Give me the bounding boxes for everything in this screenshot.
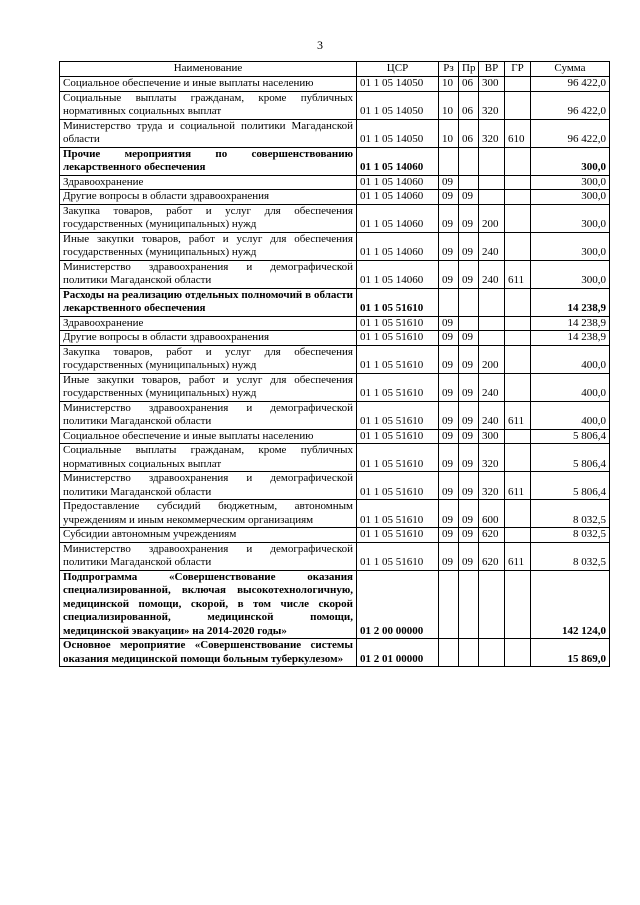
cell-pr: 09 — [459, 345, 479, 373]
header-sum: Сумма — [531, 62, 610, 77]
cell-name: Другие вопросы в области здравоохранения — [60, 331, 357, 346]
table-row — [60, 77, 610, 92]
cell-csr: 01 1 05 14050 — [357, 77, 439, 92]
cell-sum: 5 806,4 — [531, 444, 610, 472]
cell-sum: 14 238,9 — [531, 331, 610, 346]
cell-name: Расходы на реализацию отдельных полномочий в области лекарственного обеспечения — [60, 288, 357, 316]
cell-gr — [505, 91, 531, 119]
cell-vr — [479, 570, 505, 639]
cell-pr: 09 — [459, 190, 479, 205]
cell-pr: 09 — [459, 429, 479, 444]
cell-vr — [479, 175, 505, 190]
cell-gr — [505, 77, 531, 92]
cell-csr: 01 2 01 00000 — [357, 639, 439, 667]
table-row — [60, 232, 610, 260]
cell-gr: 611 — [505, 401, 531, 429]
cell-rz — [439, 288, 459, 316]
cell-pr: 06 — [459, 119, 479, 147]
table-row — [60, 91, 610, 119]
cell-rz: 09 — [439, 260, 459, 288]
cell-name: Министерство здравоохранения и демографической политики Магаданской области — [60, 472, 357, 500]
cell-name: Министерство здравоохранения и демографической политики Магаданской области — [60, 260, 357, 288]
cell-rz: 09 — [439, 444, 459, 472]
table-row — [60, 316, 610, 331]
table-row — [60, 175, 610, 190]
table-row — [60, 639, 610, 667]
cell-pr: 09 — [459, 444, 479, 472]
cell-name: Социальные выплаты гражданам, кроме публичных нормативных социальных выплат — [60, 91, 357, 119]
cell-name: Субсидии автономным учреждениям — [60, 528, 357, 543]
cell-gr — [505, 639, 531, 667]
table-body — [60, 77, 610, 667]
cell-csr: 01 1 05 51610 — [357, 316, 439, 331]
cell-sum: 8 032,5 — [531, 528, 610, 543]
cell-rz: 09 — [439, 401, 459, 429]
cell-pr: 09 — [459, 331, 479, 346]
cell-vr: 320 — [479, 119, 505, 147]
cell-sum: 400,0 — [531, 345, 610, 373]
cell-sum: 15 869,0 — [531, 639, 610, 667]
table-header-row — [60, 62, 610, 77]
cell-vr — [479, 147, 505, 175]
header-name: Наименование — [60, 62, 357, 77]
cell-vr: 300 — [479, 429, 505, 444]
cell-name: Основное мероприятие «Совершенствование системы оказания медицинской помощи больным туберкулезом» — [60, 639, 357, 667]
cell-pr: 09 — [459, 232, 479, 260]
header-rz: Рз — [439, 62, 459, 77]
cell-gr — [505, 316, 531, 331]
cell-gr — [505, 528, 531, 543]
cell-name: Министерство труда и социальной политики Магаданской области — [60, 119, 357, 147]
cell-csr: 01 1 05 51610 — [357, 500, 439, 528]
cell-sum: 300,0 — [531, 260, 610, 288]
header-vr: ВР — [479, 62, 505, 77]
cell-name: Министерство здравоохранения и демографической политики Магаданской области — [60, 542, 357, 570]
cell-rz: 09 — [439, 316, 459, 331]
cell-sum: 400,0 — [531, 401, 610, 429]
cell-csr: 01 2 00 00000 — [357, 570, 439, 639]
table-row — [60, 190, 610, 205]
table-row — [60, 260, 610, 288]
cell-pr: 09 — [459, 204, 479, 232]
cell-sum: 300,0 — [531, 232, 610, 260]
cell-gr — [505, 288, 531, 316]
cell-sum: 400,0 — [531, 373, 610, 401]
cell-rz: 09 — [439, 232, 459, 260]
cell-name: Здравоохранение — [60, 316, 357, 331]
cell-pr: 09 — [459, 472, 479, 500]
cell-rz: 09 — [439, 345, 459, 373]
cell-name: Закупка товаров, работ и услуг для обеспечения государственных (муниципальных) нужд — [60, 204, 357, 232]
cell-sum: 14 238,9 — [531, 316, 610, 331]
cell-vr: 320 — [479, 444, 505, 472]
table-row — [60, 204, 610, 232]
cell-name: Прочие мероприятия по совершенствованию лекарственного обеспечения — [60, 147, 357, 175]
cell-rz: 09 — [439, 204, 459, 232]
cell-sum: 300,0 — [531, 204, 610, 232]
cell-gr — [505, 190, 531, 205]
cell-vr: 320 — [479, 91, 505, 119]
table-row — [60, 288, 610, 316]
cell-gr: 610 — [505, 119, 531, 147]
cell-vr: 240 — [479, 373, 505, 401]
cell-rz: 09 — [439, 528, 459, 543]
cell-name: Социальное обеспечение и иные выплаты населению — [60, 77, 357, 92]
cell-csr: 01 1 05 14060 — [357, 260, 439, 288]
cell-pr: 09 — [459, 373, 479, 401]
cell-gr — [505, 373, 531, 401]
cell-csr: 01 1 05 51610 — [357, 401, 439, 429]
table-row — [60, 472, 610, 500]
cell-vr: 200 — [479, 204, 505, 232]
table-row — [60, 345, 610, 373]
table-row — [60, 542, 610, 570]
cell-csr: 01 1 05 14060 — [357, 232, 439, 260]
cell-vr: 240 — [479, 232, 505, 260]
cell-name: Подпрограмма «Совершенствование оказания специализированной, включая высокотехнологичную, медицинской помощи, скорой, в том числе скорой специализированной, медицинской помощи, медицинской эвакуации» на 2014-2020 годы» — [60, 570, 357, 639]
cell-csr: 01 1 05 14050 — [357, 91, 439, 119]
cell-vr — [479, 288, 505, 316]
cell-sum: 300,0 — [531, 175, 610, 190]
table-row — [60, 444, 610, 472]
cell-pr: 09 — [459, 500, 479, 528]
cell-pr — [459, 639, 479, 667]
cell-csr: 01 1 05 14050 — [357, 119, 439, 147]
cell-rz: 09 — [439, 472, 459, 500]
cell-sum: 96 422,0 — [531, 77, 610, 92]
cell-csr: 01 1 05 51610 — [357, 444, 439, 472]
cell-gr — [505, 175, 531, 190]
cell-rz: 09 — [439, 175, 459, 190]
header-gr: ГР — [505, 62, 531, 77]
cell-csr: 01 1 05 51610 — [357, 429, 439, 444]
cell-csr: 01 1 05 14060 — [357, 204, 439, 232]
cell-vr — [479, 331, 505, 346]
cell-name: Иные закупки товаров, работ и услуг для обеспечения государственных (муниципальных) нужд — [60, 232, 357, 260]
cell-rz: 09 — [439, 500, 459, 528]
cell-csr: 01 1 05 51610 — [357, 528, 439, 543]
cell-pr: 09 — [459, 260, 479, 288]
cell-gr — [505, 444, 531, 472]
cell-vr: 620 — [479, 542, 505, 570]
cell-pr: 06 — [459, 77, 479, 92]
cell-rz: 09 — [439, 542, 459, 570]
cell-sum: 96 422,0 — [531, 119, 610, 147]
cell-csr: 01 1 05 14060 — [357, 147, 439, 175]
cell-gr: 611 — [505, 542, 531, 570]
page-number: 3 — [317, 38, 323, 52]
cell-name: Социальные выплаты гражданам, кроме публичных нормативных социальных выплат — [60, 444, 357, 472]
cell-gr — [505, 232, 531, 260]
cell-gr — [505, 500, 531, 528]
cell-pr: 06 — [459, 91, 479, 119]
cell-csr: 01 1 05 14060 — [357, 175, 439, 190]
cell-csr: 01 1 05 51610 — [357, 288, 439, 316]
cell-sum: 5 806,4 — [531, 429, 610, 444]
table-row — [60, 528, 610, 543]
cell-gr — [505, 345, 531, 373]
cell-csr: 01 1 05 14060 — [357, 190, 439, 205]
table-row — [60, 500, 610, 528]
cell-name: Закупка товаров, работ и услуг для обеспечения государственных (муниципальных) нужд — [60, 345, 357, 373]
cell-pr: 09 — [459, 401, 479, 429]
cell-csr: 01 1 05 51610 — [357, 345, 439, 373]
cell-pr — [459, 570, 479, 639]
cell-sum: 8 032,5 — [531, 542, 610, 570]
cell-name: Здравоохранение — [60, 175, 357, 190]
cell-gr — [505, 570, 531, 639]
cell-gr — [505, 429, 531, 444]
cell-rz: 09 — [439, 190, 459, 205]
cell-vr — [479, 639, 505, 667]
cell-vr: 200 — [479, 345, 505, 373]
cell-vr: 240 — [479, 260, 505, 288]
cell-gr — [505, 331, 531, 346]
table-row — [60, 570, 610, 639]
cell-rz — [439, 570, 459, 639]
cell-vr: 600 — [479, 500, 505, 528]
cell-csr: 01 1 05 51610 — [357, 373, 439, 401]
table-row — [60, 331, 610, 346]
cell-rz — [439, 147, 459, 175]
cell-csr: 01 1 05 51610 — [357, 472, 439, 500]
cell-rz: 09 — [439, 331, 459, 346]
cell-rz: 10 — [439, 91, 459, 119]
cell-gr — [505, 147, 531, 175]
cell-vr: 620 — [479, 528, 505, 543]
cell-name: Министерство здравоохранения и демографической политики Магаданской области — [60, 401, 357, 429]
cell-sum: 8 032,5 — [531, 500, 610, 528]
cell-rz: 09 — [439, 373, 459, 401]
cell-pr: 09 — [459, 528, 479, 543]
cell-name: Социальное обеспечение и иные выплаты населению — [60, 429, 357, 444]
cell-pr — [459, 175, 479, 190]
header-pr: Пр — [459, 62, 479, 77]
cell-sum: 96 422,0 — [531, 91, 610, 119]
cell-vr — [479, 316, 505, 331]
cell-vr: 240 — [479, 401, 505, 429]
cell-pr: 09 — [459, 542, 479, 570]
cell-vr: 300 — [479, 77, 505, 92]
header-csr: ЦСР — [357, 62, 439, 77]
cell-pr — [459, 316, 479, 331]
cell-name: Иные закупки товаров, работ и услуг для обеспечения государственных (муниципальных) нужд — [60, 373, 357, 401]
cell-gr: 611 — [505, 260, 531, 288]
cell-sum: 142 124,0 — [531, 570, 610, 639]
cell-name: Предоставление субсидий бюджетным, автономным учреждениям и иным некоммерческим организациям — [60, 500, 357, 528]
budget-table — [59, 61, 610, 667]
table-row — [60, 429, 610, 444]
table-row — [60, 401, 610, 429]
cell-rz: 09 — [439, 429, 459, 444]
cell-gr: 611 — [505, 472, 531, 500]
cell-sum: 300,0 — [531, 190, 610, 205]
table-row — [60, 373, 610, 401]
cell-sum: 300,0 — [531, 147, 610, 175]
cell-sum: 14 238,9 — [531, 288, 610, 316]
cell-vr: 320 — [479, 472, 505, 500]
cell-csr: 01 1 05 51610 — [357, 331, 439, 346]
cell-pr — [459, 147, 479, 175]
cell-rz: 10 — [439, 119, 459, 147]
cell-gr — [505, 204, 531, 232]
table-row — [60, 147, 610, 175]
cell-rz: 10 — [439, 77, 459, 92]
cell-pr — [459, 288, 479, 316]
cell-csr: 01 1 05 51610 — [357, 542, 439, 570]
cell-rz — [439, 639, 459, 667]
cell-sum: 5 806,4 — [531, 472, 610, 500]
table-row — [60, 119, 610, 147]
cell-name: Другие вопросы в области здравоохранения — [60, 190, 357, 205]
cell-vr — [479, 190, 505, 205]
